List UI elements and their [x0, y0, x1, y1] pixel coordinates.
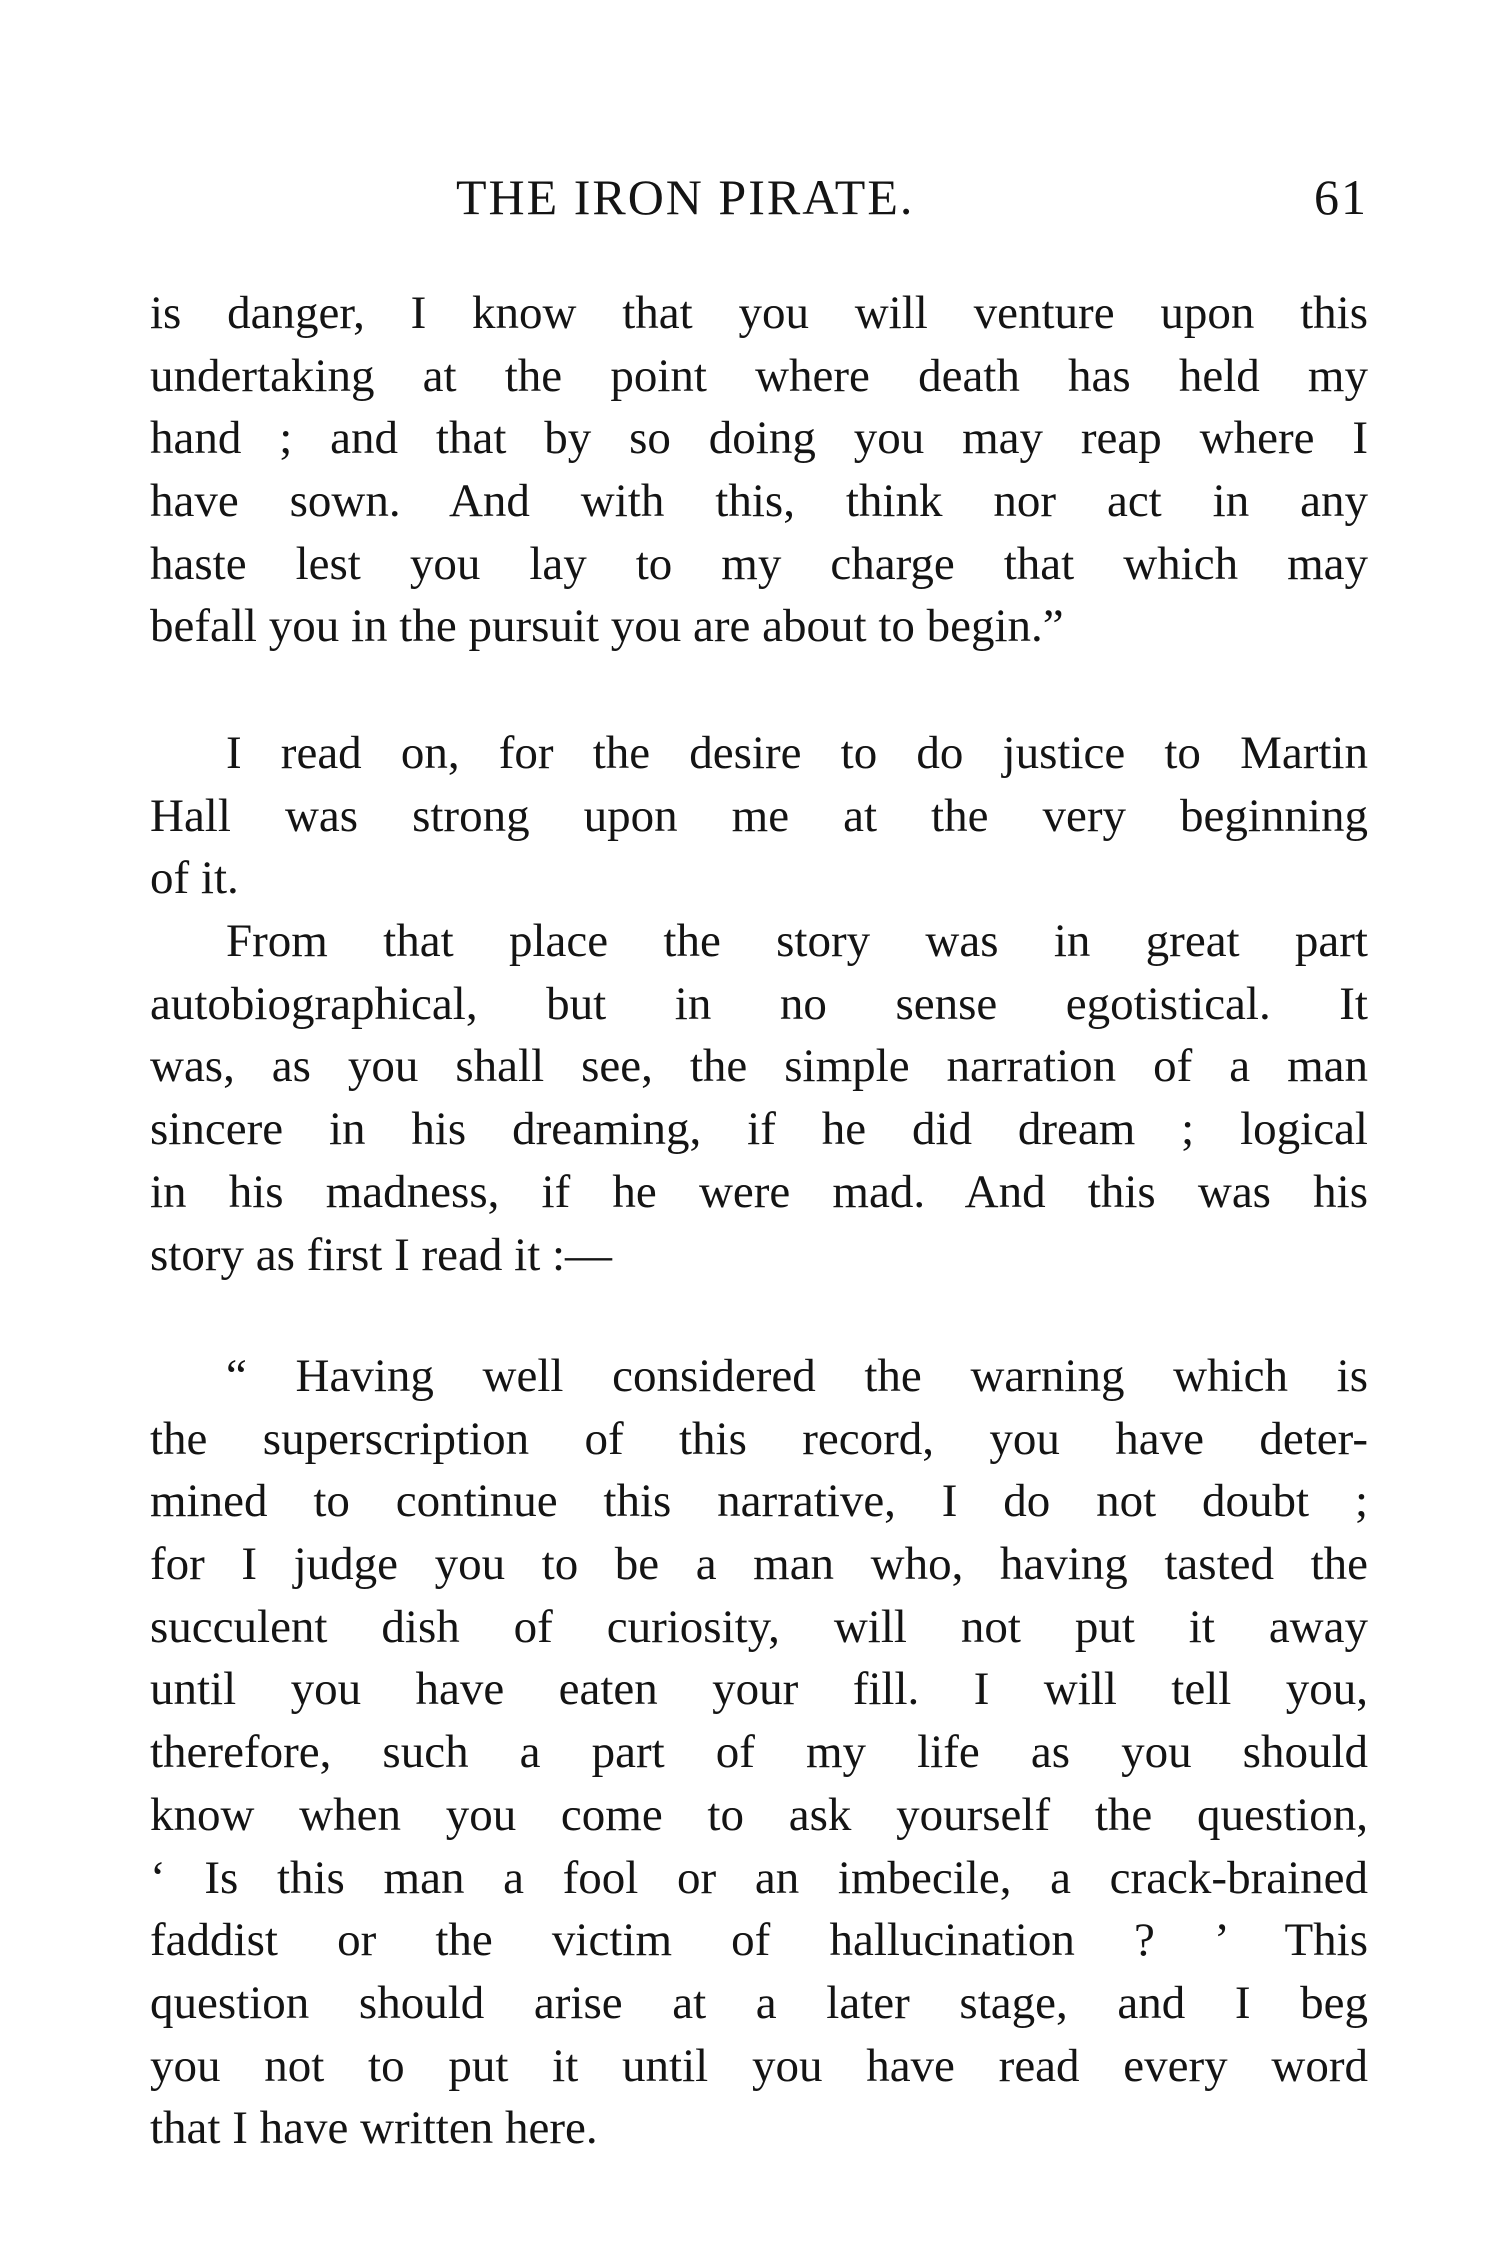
text-line: story as first I read it :—: [150, 1228, 613, 1281]
text-block-quoted-record: [150, 1345, 1368, 2160]
text-line: faddist or the victim of hallucination ? ’ This: [150, 1914, 1368, 1967]
paragraph-continuation: [150, 282, 1368, 658]
text-line: in his madness, if he were mad. And this was his: [150, 1165, 1368, 1218]
page-number: 61: [1314, 169, 1368, 225]
text-line: question should arise at a later stage, and I beg: [150, 1976, 1368, 2029]
text-line: that I have written here.: [150, 2102, 598, 2155]
text-block-continuation: [150, 282, 1368, 658]
text-line: have sown. And with this, think nor act in any: [150, 475, 1368, 528]
paragraph-story-intro: [150, 910, 1368, 1286]
text-line: undertaking at the point where death has held my: [150, 349, 1368, 402]
text-line: therefore, such a part of my life as you should: [150, 1726, 1368, 1779]
text-line: autobiographical, but in no sense egotistical. It: [150, 977, 1368, 1030]
text-line: of it.: [150, 852, 239, 905]
paragraph-read-on: [150, 722, 1368, 910]
running-head: [150, 168, 1368, 238]
text-line: for I judge you to be a man who, having tasted the: [150, 1538, 1368, 1591]
text-line: sincere in his dreaming, if he did dream ; logical: [150, 1103, 1368, 1156]
text-line: Hall was strong upon me at the very beginning: [150, 789, 1368, 842]
text-block-narration: [150, 722, 1368, 1286]
text-line: until you have eaten your fill. I will tell you,: [150, 1663, 1368, 1716]
text-line: know when you come to ask yourself the question,: [150, 1788, 1368, 1841]
text-line: you not to put it until you have read every word: [150, 2039, 1368, 2092]
text-line: haste lest you lay to my charge that which may: [150, 537, 1368, 590]
text-line: ‘ Is this man a fool or an imbecile, a crack-brained: [150, 1851, 1368, 1904]
text-line: succulent dish of curiosity, will not put it away: [150, 1600, 1368, 1653]
text-line: From that place the story was in great part: [226, 915, 1368, 968]
text-line: the superscription of this record, you have deter-: [150, 1412, 1368, 1465]
text-line: “ Having well considered the warning which is: [226, 1350, 1368, 1402]
text-line: hand ; and that by so doing you may reap where I: [150, 412, 1368, 465]
text-line: was, as you shall see, the simple narration of a man: [150, 1040, 1368, 1093]
running-title: THE IRON PIRATE.: [456, 169, 915, 225]
text-line: mined to continue this narrative, I do not doubt ;: [150, 1475, 1368, 1528]
text-line: befall you in the pursuit you are about to begin.”: [150, 600, 1064, 653]
paragraph-quoted-record: [150, 1345, 1368, 2160]
text-line: is danger, I know that you will venture upon this: [150, 287, 1368, 339]
text-line: I read on, for the desire to do justice to Martin: [226, 727, 1368, 779]
